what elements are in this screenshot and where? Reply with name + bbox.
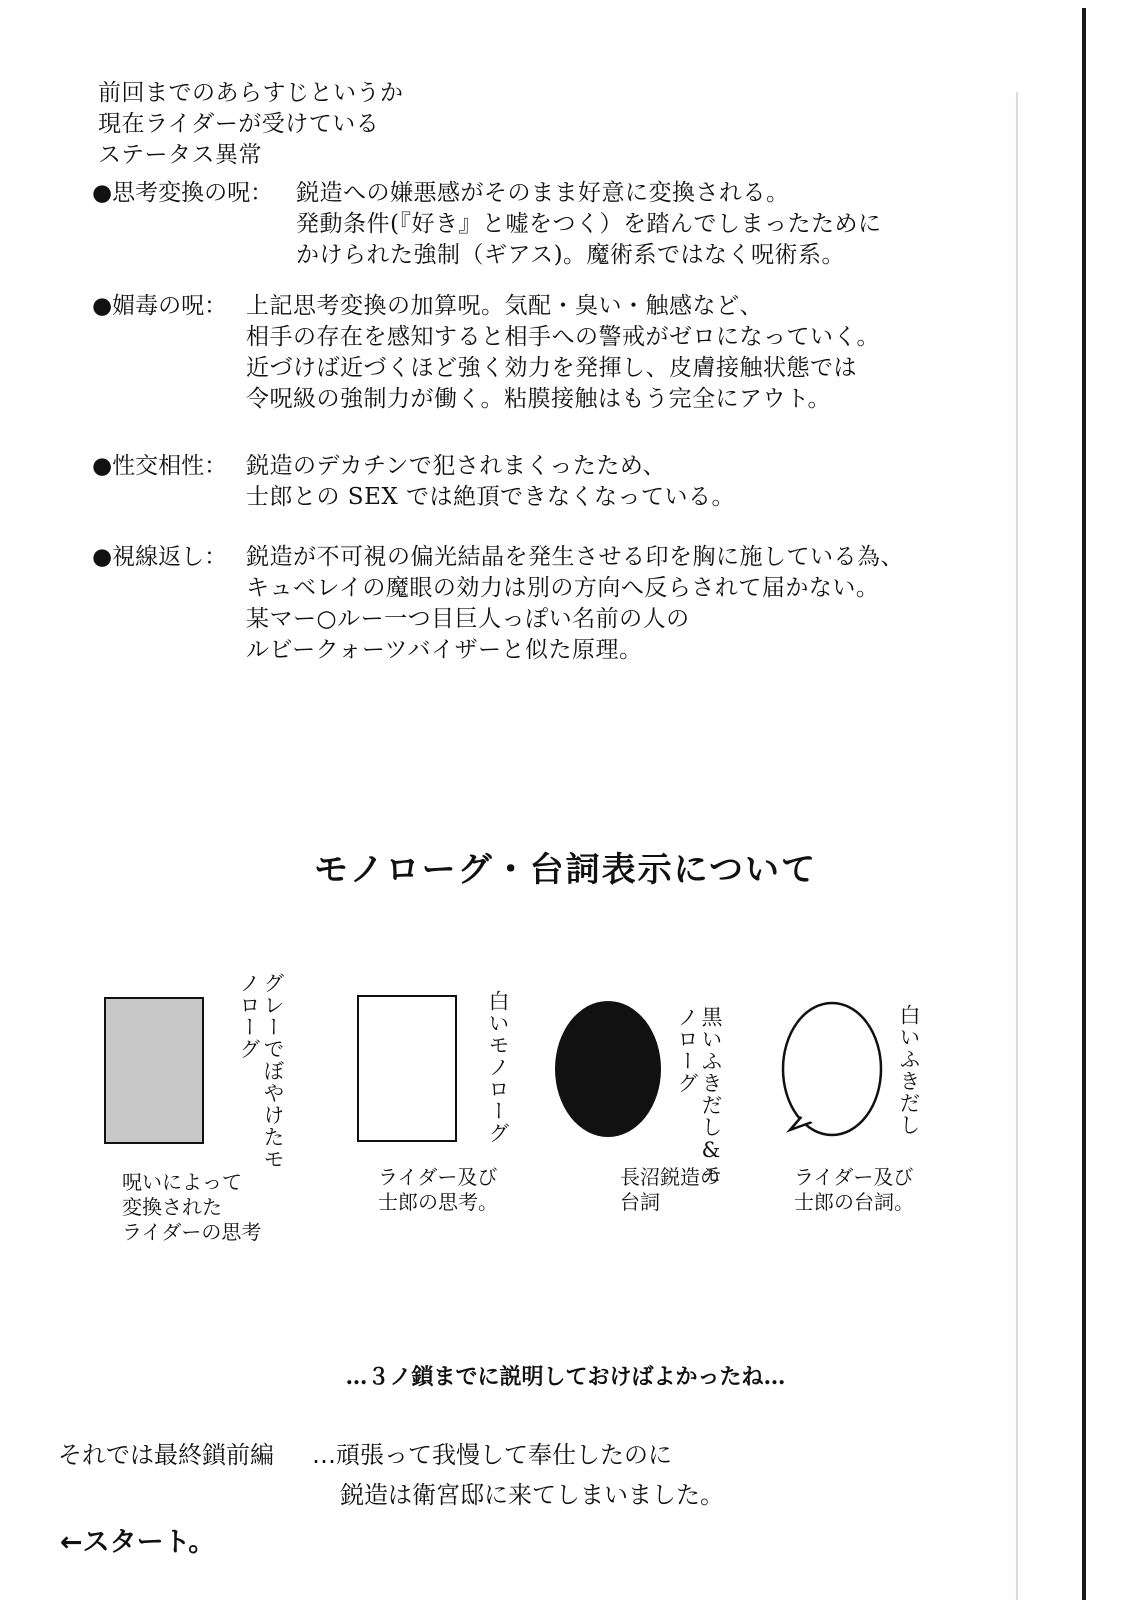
- status-line: 近づけば近づくほど強く効力を発揮し、皮膚接触状態では: [246, 355, 857, 381]
- status-line: 令呪級の強制力が働く。粘膜接触はもう完全にアウト。: [246, 386, 831, 412]
- legend-label: 白いふきだし: [897, 1004, 921, 1136]
- caption-line: ライダー及び: [794, 1165, 914, 1189]
- status-line: 士郎との SEX では絶頂できなくなっている。: [246, 484, 736, 510]
- start-label: ←スタート。: [60, 1527, 216, 1558]
- status-line: 鋭造が不可視の偏光結晶を発生させる印を胸に施している為、: [246, 544, 904, 570]
- closing-right: …頑張って我慢して奉仕したのに: [312, 1441, 672, 1469]
- legend-caption: [122, 1170, 261, 1245]
- legend-caption: [378, 1165, 498, 1215]
- legend-label: グレーでぼやけたモノローグ: [237, 972, 285, 1170]
- legend-caption: [620, 1165, 720, 1215]
- caption-line: 士郎の台詞。: [794, 1190, 914, 1214]
- status-description: [246, 291, 880, 415]
- caption-line: 台詞: [620, 1190, 660, 1214]
- status-term: ●思考変換の呪：: [92, 180, 274, 206]
- status-description: [296, 178, 881, 271]
- status-line: 鋭造のデカチンで犯されまくったため、: [246, 453, 667, 479]
- intro-line: ステータス異常: [98, 142, 263, 168]
- black-speech-bubble: [548, 996, 668, 1146]
- gray-monologue-box: [104, 997, 204, 1144]
- afterword-note: …３ノ鎖までに説明しておけばよかったね…: [345, 1364, 786, 1390]
- status-term: ●視線返し：: [92, 544, 228, 570]
- status-description: [246, 542, 904, 666]
- white-monologue-box: [357, 995, 457, 1142]
- caption-line: 呪いによって: [122, 1170, 242, 1194]
- caption-line: ライダーの思考: [122, 1220, 262, 1244]
- caption-line: 長沼鋭造の: [620, 1165, 720, 1189]
- status-line: 上記思考変換の加算呪。気配・臭い・触感など、: [246, 293, 763, 319]
- closing-left: それでは最終鎖前編: [58, 1441, 274, 1469]
- closing-line-2: 鋭造は衛宮邸に来てしまいました。: [340, 1481, 724, 1509]
- intro-line: 前回までのあらすじというか: [98, 80, 404, 106]
- status-line: キュベレイの魔眼の効力は別の方向へ反らされて届かない。: [246, 575, 880, 601]
- intro-line: 現在ライダーが受けている: [98, 111, 380, 137]
- status-term: ●性交相性：: [92, 453, 228, 479]
- status-line: 某マー○ルー一つ目巨人っぽい名前の人の: [246, 606, 690, 632]
- legend-label: 黒いふきだし&モノローグ: [675, 1006, 723, 1185]
- status-line: 相手の存在を感知すると相手への警戒がゼロになっていく。: [246, 324, 881, 350]
- legend-caption: [794, 1165, 914, 1215]
- white-speech-bubble: [776, 998, 886, 1146]
- status-line: ルビークォーツバイザーと似た原理。: [246, 637, 643, 663]
- status-line: 鋭造への嫌悪感がそのまま好意に変換される。: [296, 180, 790, 206]
- legend-label: 白いモノローグ: [486, 990, 510, 1144]
- intro-text: [98, 78, 404, 171]
- caption-line: ライダー及び: [378, 1165, 498, 1189]
- caption-line: 変換された: [122, 1195, 222, 1219]
- legend-heading: モノローグ・台詞表示について: [314, 850, 817, 890]
- status-line: かけられた強制（ギアス)。魔術系ではなく呪術系。: [296, 242, 846, 268]
- status-description: [246, 451, 735, 513]
- status-term: ●媚毒の呪：: [92, 293, 228, 319]
- caption-line: 士郎の思考。: [378, 1190, 498, 1214]
- status-line: 発動条件(『好き』と嘘をつく）を踏んでしまったために: [296, 211, 882, 237]
